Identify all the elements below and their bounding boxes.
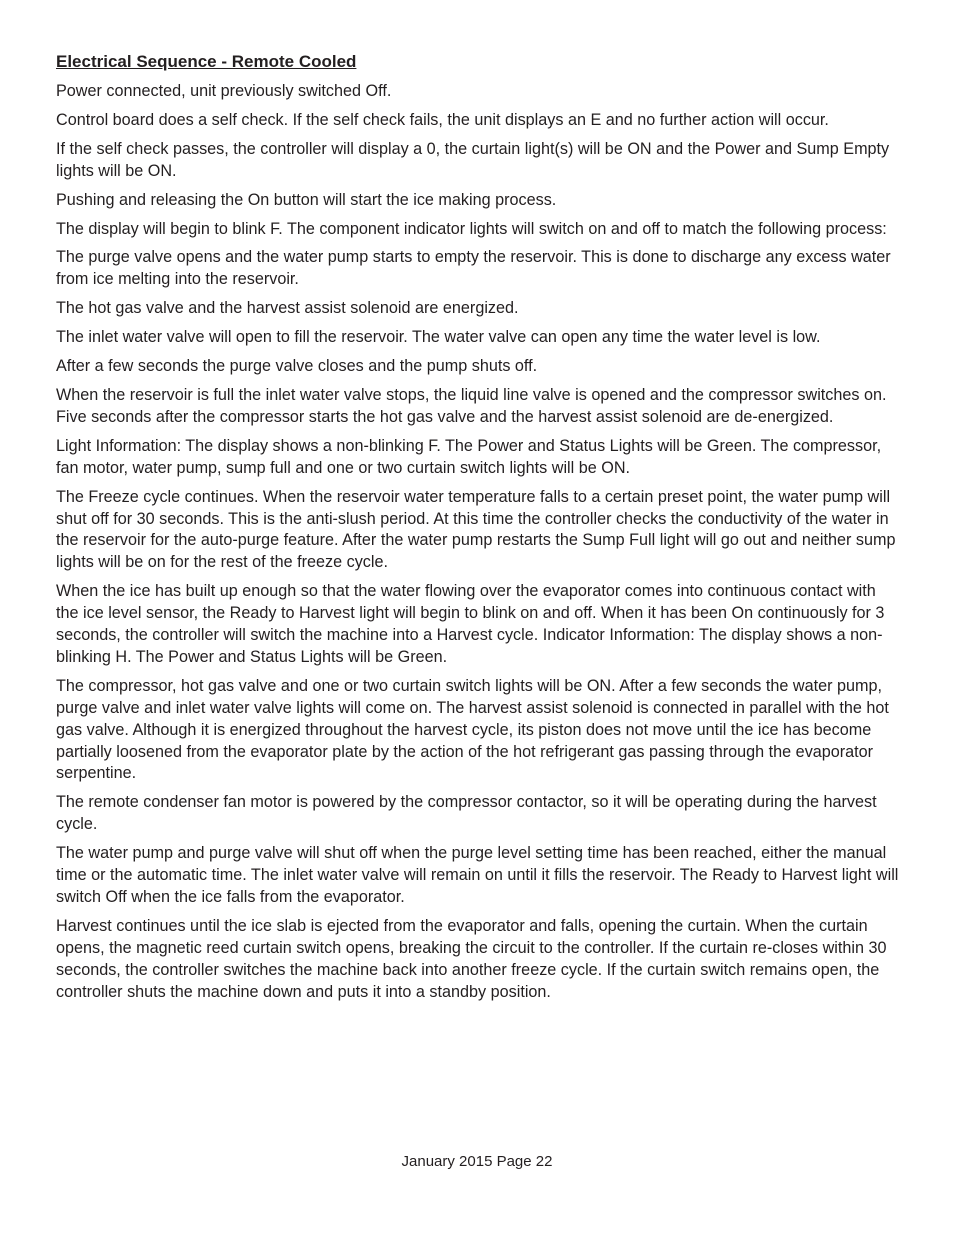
paragraph-purge-valve: The purge valve opens and the water pump starts to empty the reservoir. This is done to discharge any excess water from ice melting into the reservoir. <box>56 248 891 289</box>
paragraph-blink-f: The display will begin to blink F. The component indicator lights will switch on and off to match the following process: <box>56 219 887 238</box>
paragraph-hot-gas-valve: The hot gas valve and the harvest assist solenoid are energized. <box>56 299 519 318</box>
paragraph-ice-built-up: When the ice has built up enough so that the water flowing over the evaporator comes into continuous contact with the ice level sensor, the Ready to Harvest light will begin to blink on and off. When it has been On continuously for 3 seconds, the controller will switch the machine into a Harvest cycle. Indicator Information: The display shows a non-blinking H. The Power and Status Lights will be Green. <box>56 582 885 666</box>
paragraph-harvest-lights: The compressor, hot gas valve and one or two curtain switch lights will be ON. After a few seconds the water pump, purge valve and inlet water valve lights will come on. The harvest assist solenoid is connected in parallel with the hot gas valve. Although it is energized throughout the harvest cycle, its piston does not move until the ice has become partially loosened from the evaporator plate by the action of the hot refrigerant gas passing through the evaporator serpentine. <box>56 676 889 783</box>
paragraph-purge-closes: After a few seconds the purge valve closes and the pump shuts off. <box>56 357 538 376</box>
page-footer: January 2015 Page 22 <box>401 1153 553 1170</box>
paragraph-light-information: Light Information: The display shows a non-blinking F. The Power and Status Lights will be Green. The compressor, fan motor, water pump, sump full and one or two curtain switch lights will be ON. <box>56 436 882 477</box>
paragraph-freeze-cycle: The Freeze cycle continues. When the reservoir water temperature falls to a certain preset point, the water pump will shut off for 30 seconds. This is the anti-slush period. At this time the controller checks the conductivity of the water in the reservoir for the auto-purge feature. After the water pump restarts the Sump Full light will go out and neither sump lights will be on for the rest of the freeze cycle. <box>56 487 896 572</box>
document-body <box>56 51 902 1011</box>
paragraph-pump-shutoff: The water pump and purge valve will shut off when the purge level setting time has been reached, either the manual time or the automatic time. The inlet water valve will remain on until it fills the reservoir. The Ready to Harvest light will switch Off when the ice falls from the evaporator. <box>56 844 899 906</box>
paragraph-inlet-water-valve: The inlet water valve will open to fill the reservoir. The water valve can open any time the water level is low. <box>56 328 821 347</box>
section-heading: Electrical Sequence - Remote Cooled <box>56 52 357 71</box>
paragraph-on-button: Pushing and releasing the On button will start the ice making process. <box>56 190 557 209</box>
paragraph-power-connected: Power connected, unit previously switched Off. <box>56 82 392 100</box>
paragraph-remote-condenser: The remote condenser fan motor is powered by the compressor contactor, so it will be operating during the harvest cycle. <box>56 793 877 834</box>
paragraph-harvest-continues: Harvest continues until the ice slab is ejected from the evaporator and falls, opening the curtain. When the curtain opens, the magnetic reed curtain switch opens, breaking the circuit to the controller. If the curtain re-closes within 30 seconds, the controller switches the machine back into another freeze cycle. If the curtain switch remains open, the controller shuts the machine down and puts it into a standby position. <box>56 916 887 1001</box>
paragraph-self-check: Control board does a self check. If the self check fails, the unit displays an E and no further action will occur. <box>56 110 829 129</box>
paragraph-self-check-passes: If the self check passes, the controller will display a 0, the curtain light(s) will be ON and the Power and Sump Empty lights will be ON. <box>56 139 890 180</box>
paragraph-reservoir-full: When the reservoir is full the inlet water valve stops, the liquid line valve is opened and the compressor switches on. Five seconds after the compressor starts the hot gas valve and the harvest assist solenoid are de-energized. <box>56 385 887 426</box>
